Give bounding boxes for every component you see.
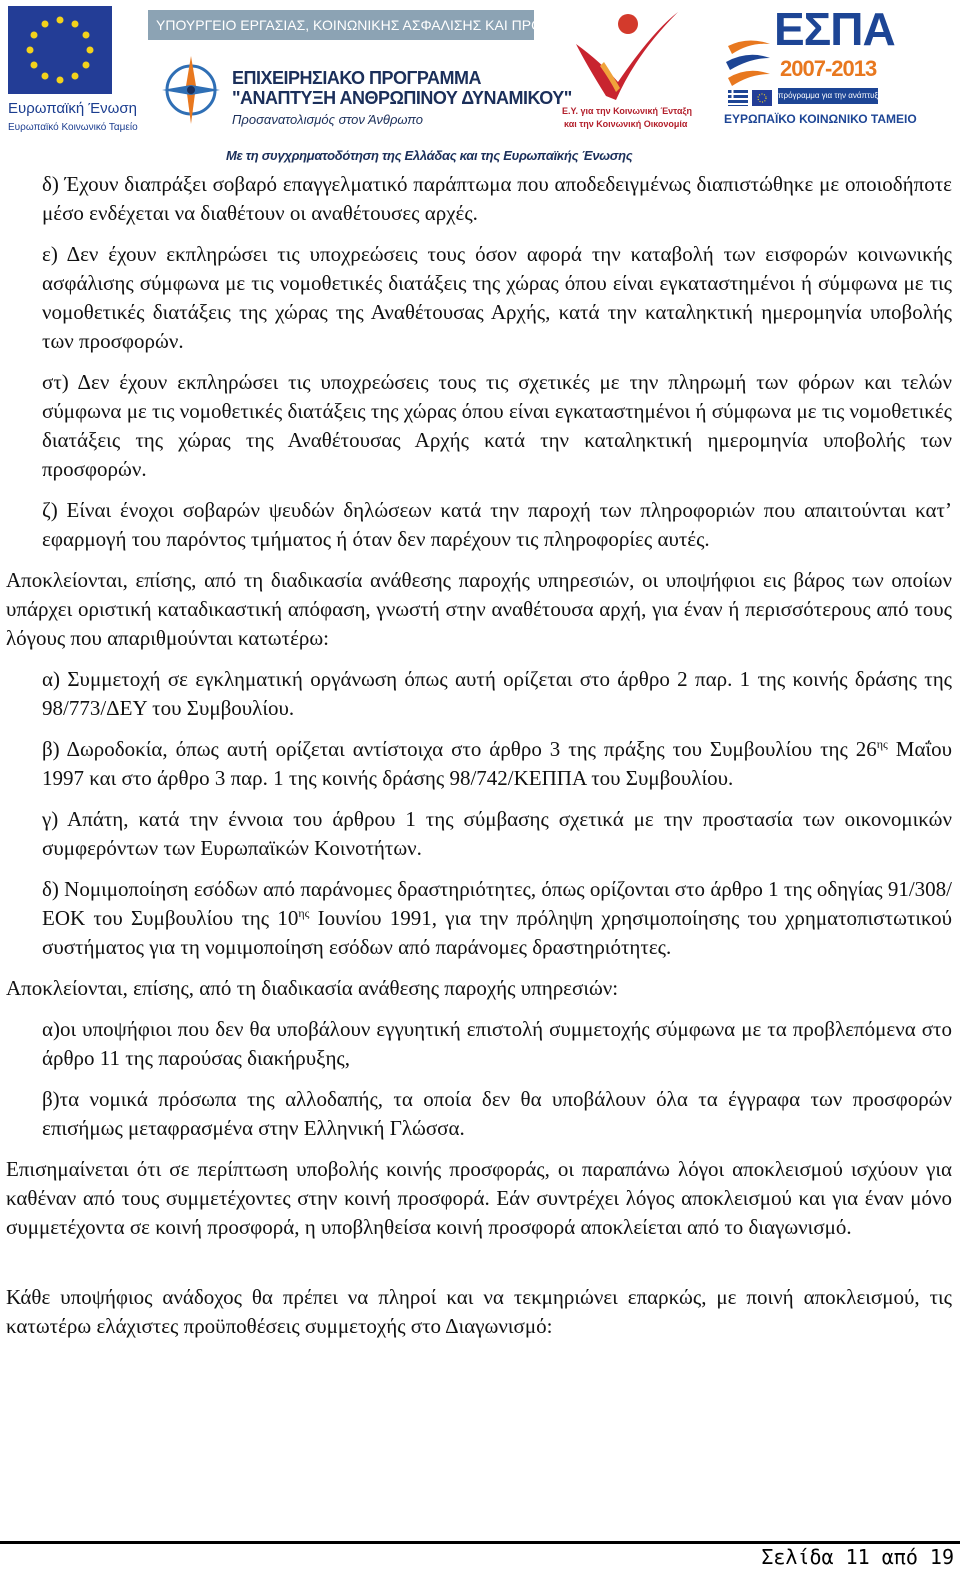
paragraph-d2 [42, 875, 952, 962]
espa-swoosh-icon [724, 36, 772, 96]
greek-eu-flags-icon [728, 90, 772, 106]
paragraph-exclusion-convictions: Αποκλείονται, επίσης, από τη διαδικασία ανάθεσης παροχής υπηρεσιών, οι υποψήφιοι εις βάρος των οποίων υπάρχει οριστική καταδικαστική απόφαση, γνωστή στην αναθέτουσα αρχή, για έναν ή περισσότερους από τους λόγους που απαριθμούνται κατωτέρω: [6, 568, 952, 650]
cofunding-caption: Με τη συγχρηματοδότηση της Ελλάδας και της Ευρωπαϊκής Ένωσης [226, 148, 633, 163]
paragraph-d2-text-rest: Ιουνίου 1991, για την πρόληψη χρησιμοποίησης του χρηματοπιστωτικού συστήματος για τη νομιμοποίηση εσόδων από παράνομες δραστηριότητες. [42, 906, 952, 959]
program-title-line2: "ΑΝΑΠΤΥΞΗ ΑΝΘΡΩΠΙΝΟΥ ΔΥΝΑΜΙΚΟΥ" [232, 88, 572, 108]
paragraph-z: ζ) Είναι ένοχοι σοβαρών ψευδών δηλώσεων κατά την παροχή των πληροφοριών που απαιτούνται κατ’ εφαρμογή του παρόντος τμήματος ή όταν δεν παρέχουν τις πληροφορίες αυτές. [42, 498, 952, 551]
espa-slogan: πρόγραμμα για την ανάπτυξη [778, 88, 878, 104]
ministry-banner: ΥΠΟΥΡΓΕΙΟ ΕΡΓΑΣΙΑΣ, ΚΟΙΝΩΝΙΚΗΣ ΑΣΦΑΛΙΣΗΣ ΚΑΙ ΠΡΟΝΟΙΑΣ [148, 10, 534, 40]
espa-logo [724, 3, 917, 136]
paragraph-d: δ) Έχουν διαπράξει σοβαρό επαγγελματικό παράπτωμα που αποδεδειγμένως διαπιστώθηκε με οποιοδήποτε μέσο ενδέχεται να διαθέτουν οι αναθέτουσες αρχές. [42, 172, 952, 225]
paragraph-exclusion-other: Αποκλείονται, επίσης, από τη διαδικασία ανάθεσης παροχής υπηρεσιών: [6, 976, 619, 1000]
espa-years: 2007-2013 [780, 56, 877, 81]
ey-caption-line1: Ε.Υ. για την Κοινωνική Ένταξη [562, 106, 692, 116]
espa-wordmark: ΕΣΠΑ [774, 3, 895, 55]
paragraph-b-text-rest: Μαΐου 1997 και στο άρθρο 3 παρ. 1 της κοινής δράσης 98/742/ΚΕΠΠΑ του Συμβουλίου. [42, 737, 952, 790]
header-logos [0, 0, 960, 168]
eu-flag-icon [8, 6, 112, 94]
paragraph-a2: α)οι υποψήφιοι που δεν θα υποβάλουν εγγυητική επιστολή συμμετοχής σύμφωνα με τα προβλεπόμενα στο άρθρο 11 της παρούσας διακήρυξης, [42, 1017, 952, 1070]
page-number: Σελίδα 11 από 19 [761, 1545, 954, 1569]
paragraph-b-text: β) Δωροδοκία, όπως αυτή ορίζεται αντίστοιχα στο άρθρο 3 της πράξης του Συμβουλίου της 26 [42, 737, 877, 761]
paragraph-st: στ) Δεν έχουν εκπληρώσει τις υποχρεώσεις τους τις σχετικές με την πληρωμή των φόρων και τελών σύμφωνα με τις νομοθετικές διατάξεις της χώρας όπου είναι εγκαταστημένοι ή σύμφωνα με τις νομοθετικές διατάξεις της χώρας της Αναθέτουσας Αρχής κατά την καταληκτική ημερομηνία υποβολής των προσφορών. [42, 370, 952, 481]
eu-logo-fund: Ευρωπαϊκό Κοινωνικό Ταμείο [8, 122, 138, 133]
paragraph-participation-requirements: Κάθε υποψήφιος ανάδοχος θα πρέπει να πληροί και να τεκμηριώνει επαρκώς, με ποινή αποκλεισμού, τις κατωτέρω ελάχιστες προϋποθέσεις συμμετοχής στο Διαγωνισμό: [6, 1285, 952, 1338]
paragraph-b-ordinal: ης [876, 737, 888, 751]
paragraph-d2-ordinal: ης [298, 906, 310, 920]
compass-icon [156, 48, 226, 138]
paragraph-b2: β)τα νομικά πρόσωπα της αλλοδαπής, τα οποία δεν θα υποβάλουν όλα τα έγγραφα των προσφορών επισήμως μεταφρασμένα στην Ελληνική Γλώσσα. [42, 1087, 952, 1140]
ey-caption-line2: και την Κοινωνική Οικονομία [564, 119, 688, 129]
paragraph-g: γ) Απάτη, κατά την έννοια του άρθρου 1 της σύμβασης σχετικά με την προστασία των οικονομικών συμφερόντων των Ευρωπαϊκών Κοινοτήτων. [42, 807, 952, 860]
program-slogan: Προσανατολισμός στον Άνθρωπο [232, 112, 423, 127]
espa-fund-caption: ΕΥΡΩΠΑΪΚΟ ΚΟΙΝΩΝΙΚΟ ΤΑΜΕΙΟ [724, 112, 917, 126]
paragraph-b [42, 735, 952, 793]
paragraph-a: α) Συμμετοχή σε εγκληματική οργάνωση όπως αυτή ορίζεται στο άρθρο 2 παρ. 1 της κοινής δράσης της 98/773/ΔΕΥ του Συμβουλίου. [42, 667, 952, 720]
paragraph-joint-offer: Επισημαίνεται ότι σε περίπτωση υποβολής κοινής προσφοράς, οι παραπάνω λόγοι αποκλεισμού ισχύουν για καθέναν από τους συμμετέχοντες στην κοινή προσφορά. Εάν συντρέχει λόγος αποκλεισμού και για έναν μόνο συμμετέχοντα σε κοινή προσφορά, η υποβληθείσα κοινή προσφορά αποκλείεται από το διαγωνισμό. [6, 1157, 952, 1239]
document-body [0, 170, 960, 1341]
program-title-line1: ΕΠΙΧΕΙΡΗΣΙΑΚΟ ΠΡΟΓΡΑΜΜΑ [232, 68, 481, 88]
ey-checkmark-logo-icon [556, 4, 696, 136]
footer-divider [0, 1541, 960, 1544]
paragraph-e: ε) Δεν έχουν εκπληρώσει τις υποχρεώσεις τους όσον αφορά την καταβολή των εισφορών κοινωνικής ασφάλισης σύμφωνα με τις νομοθετικές διατάξεις της χώρας όπου είναι εγκαταστημένοι ή σύμφωνα με τις νομοθετικές διατάξεις της χώρας της Αναθέτουσας Αρχής, κατά την καταληκτική ημερομηνία υποβολής των προσφορών. [42, 242, 952, 353]
eu-logo [8, 6, 138, 136]
eu-logo-name: Ευρωπαϊκή Ένωση [8, 100, 137, 117]
paragraph-d2-text: δ) Νομιμοποίηση εσόδων από παράνομες δραστηριότητες, όπως ορίζονται στο άρθρο 1 της οδηγίας 91/308/ΕΟΚ του Συμβουλίου της 10 [42, 877, 952, 930]
